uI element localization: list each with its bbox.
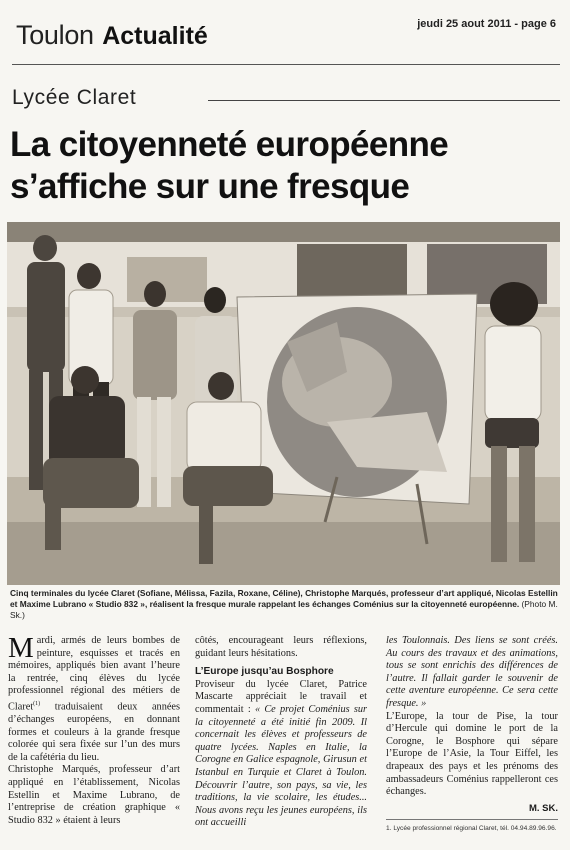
- date-page: jeudi 25 aout 2011 - page 6: [417, 18, 556, 30]
- article-body: [8, 632, 562, 845]
- quote-text: « Ce projet Coménius sur la citoyenneté a été initié fin 2009. Il concernait les élèves et professeurs de quatre lycées. Naples en Italie, la Corogne en Galice espagnole, Girusun et Istanbul en Turquie et Claret à Toulon. Découvrir l’autre, son pays, sa vie, les traditions, la vie scolaire, les études... Nous avons reçu les jeunes européens, ils ont accueilli: [195, 703, 367, 829]
- column-2: [195, 635, 367, 830]
- header-title: [16, 20, 208, 51]
- kicker-divider: [208, 100, 560, 101]
- header-divider: [12, 64, 560, 65]
- headline-line-1: La citoyenneté européenne: [10, 125, 449, 164]
- caption-text: Cinq terminales du lycée Claret (Sofiane, Mélissa, Fazila, Roxane, Céline), Christophe Marqués, professeur d’art appliqué, Nicolas Estellin et Maxime Lubrano « Studio 832 », réalisent la fresque murale rappelant les échanges Coménius sur la citoyenneté européenne.: [10, 588, 558, 609]
- column-1: [8, 632, 180, 827]
- subheading: L’Europe jusqu’au Bosphore: [195, 666, 334, 678]
- section-name: Actualité: [102, 22, 208, 50]
- paragraph-text: ardi, armés de leurs bombes de peinture, esquisses et tracés en mémoires, appliqués bien avant l’heure la rentrée, cinq élèves du lycée professionnel régional des métiers de Claret: [8, 635, 180, 713]
- headline: [10, 124, 562, 208]
- photo-icon: [7, 222, 560, 585]
- paragraph: [195, 679, 367, 830]
- paragraph: L’Europe, la tour de Pise, la tour d’Hercule qui domine le port de la Corogne, le Bosphore qui sépare l’Europe de l’Asie, la Tour Eiffel, les drapeaux des pays et les prénoms des ambassadeurs Coménius rappelleront ces échanges.: [386, 710, 558, 798]
- photo-caption: [10, 588, 560, 621]
- page-header: [12, 14, 560, 60]
- kicker: Lycée Claret: [12, 86, 137, 109]
- photo-credit: (Photo M. Sk.): [10, 599, 558, 620]
- paragraph: [8, 632, 180, 764]
- kicker-row: [12, 86, 560, 112]
- footnote-marker: (1): [33, 700, 41, 707]
- article-photo: [7, 222, 560, 585]
- paragraph: côtés, encourageant leurs réflexions, guidant leurs hésitations.: [195, 635, 367, 659]
- city-name: Toulon: [16, 20, 94, 50]
- paragraph-text: Proviseur du lycée Claret, Patrice Mascarte appréciait le travail et commentait :: [195, 678, 367, 715]
- paragraph-text: traduisaient deux années d’échanges européens, en donnant formes et couleurs à la grande fresque colorée qui sera fixée sur l’un des murs de la cafétéria du lieu.: [8, 701, 180, 763]
- quote-text: les Toulonnais. Des liens se sont créés. Au cours des travaux et des animations, tous se sont enrichis des différences de l’autre. Il fallait garder le souvenir de cette aventure européenne. Ce sera cette fresque. »: [386, 635, 558, 709]
- footnote: 1. Lycée professionnel régional Claret, tél. 04.94.89.96.96.: [386, 825, 557, 832]
- footnote-divider: [386, 819, 558, 820]
- column-3: [386, 635, 558, 815]
- dropcap: M: [8, 632, 34, 664]
- paragraph: Christophe Marqués, professeur d’art appliqué en l’établissement, Nicolas Estellin et Maxime Lubrano, de l’entreprise de création graphique « Studio 832 » étaient à leurs: [8, 764, 180, 826]
- author-signature: M. SK.: [528, 802, 558, 814]
- headline-line-2: s’affiche sur une fresque: [10, 167, 410, 206]
